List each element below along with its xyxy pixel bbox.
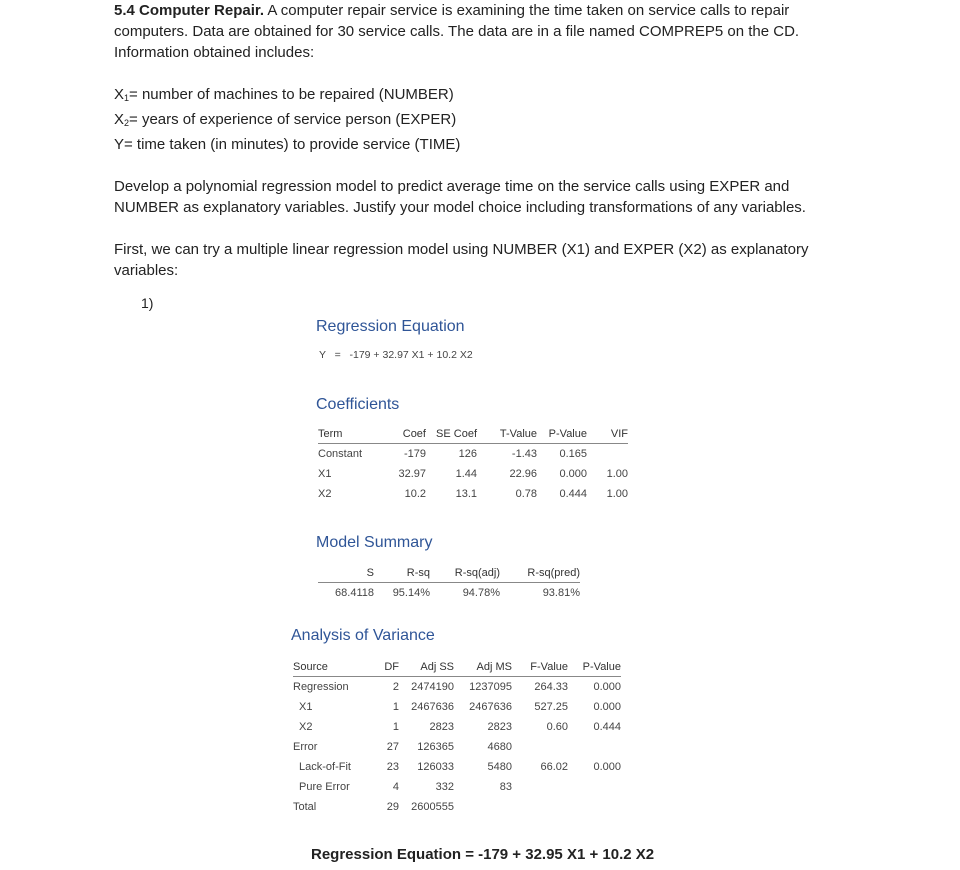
- coefficients-header-row: [318, 425, 628, 444]
- header-t-value: T-Value: [477, 425, 537, 444]
- approach-paragraph: First, we can try a multiple linear regression model using NUMBER (X1) and EXPER (X2) as explanatory variables:: [114, 241, 809, 279]
- header-r-sq: R-sq: [374, 564, 430, 583]
- final-regression-equation: Regression Equation = -179 + 32.95 X1 + 10.2 X2: [311, 846, 655, 863]
- header-source: Source: [293, 658, 373, 677]
- header-p-value: P-Value: [537, 425, 587, 444]
- list-number: 1): [141, 295, 154, 311]
- table-row: Pure Error 4 332 83: [299, 781, 512, 793]
- task-paragraph: Develop a polynomial regression model to predict average time on the service calls using EXPER and NUMBER as explanatory variables. Justify your model choice including transformations of any variables.: [114, 178, 806, 216]
- problem-title: 5.4 Computer Repair.: [114, 2, 265, 19]
- header-vif: VIF: [587, 425, 628, 444]
- header-s: S: [318, 564, 374, 583]
- header-term: Term: [318, 425, 388, 444]
- header-p-value: P-Value: [568, 658, 621, 677]
- table-row: X1 32.97 1.44 22.96 0.000 1.00: [318, 468, 628, 480]
- table-row: Total 29 2600555: [293, 801, 454, 813]
- table-row: X1 1 2467636 2467636 527.25 0.000: [299, 701, 621, 713]
- table-row: 68.4118 95.14% 94.78% 93.81%: [335, 587, 580, 599]
- variable-y: Y= time taken (in minutes) to provide service (TIME): [114, 136, 461, 153]
- anova-header-row: [293, 658, 621, 677]
- header-r-sq-pred: R-sq(pred): [500, 564, 580, 583]
- table-row: Error 27 126365 4680: [293, 741, 512, 753]
- anova-table: [293, 658, 621, 817]
- problem-text: [114, 0, 854, 281]
- model-summary-title: Model Summary: [316, 534, 433, 551]
- table-row: Regression 2 2474190 1237095 264.33 0.000: [293, 681, 621, 693]
- table-row: Lack-of-Fit 23 126033 5480 66.02 0.000: [299, 761, 621, 773]
- table-row: X2 10.2 13.1 0.78 0.444 1.00: [318, 488, 628, 500]
- anova-title: Analysis of Variance: [291, 627, 435, 644]
- header-f-value: F-Value: [512, 658, 568, 677]
- equation-rhs: -179 + 32.97 X1 + 10.2 X2: [349, 349, 473, 361]
- header-r-sq-adj: R-sq(adj): [430, 564, 500, 583]
- header-adj-ss: Adj SS: [399, 658, 454, 677]
- variable-x1: $X_1=$ number of machines to be repaired (NUMBER): [114, 86, 454, 103]
- equation-equals: =: [334, 349, 341, 361]
- regression-equation-line: [319, 349, 473, 361]
- header-se-coef: SE Coef: [426, 425, 477, 444]
- model-summary-table: [318, 564, 580, 603]
- regression-equation-title: Regression Equation: [316, 318, 465, 335]
- header-adj-ms: Adj MS: [454, 658, 512, 677]
- variable-x2: $X_2=$ years of experience of service person (EXPER): [114, 111, 457, 128]
- table-row: X2 1 2823 2823 0.60 0.444: [299, 721, 621, 733]
- equation-lhs: Y: [319, 349, 326, 361]
- header-df: DF: [373, 658, 399, 677]
- model-summary-header-row: [318, 564, 580, 583]
- header-coef: Coef: [388, 425, 426, 444]
- problem-statement: [114, 0, 854, 63]
- problem-description: A computer repair service is examining the time taken on service calls to repair computers. Data are obtained for 30 service calls. The data are in a file named COMPREP5 on the CD. Information obtained includes:: [114, 2, 800, 61]
- coefficients-title: Coefficients: [316, 396, 400, 413]
- coefficients-table: [318, 425, 628, 504]
- table-row: Constant -179 126 -1.43 0.165: [318, 448, 587, 460]
